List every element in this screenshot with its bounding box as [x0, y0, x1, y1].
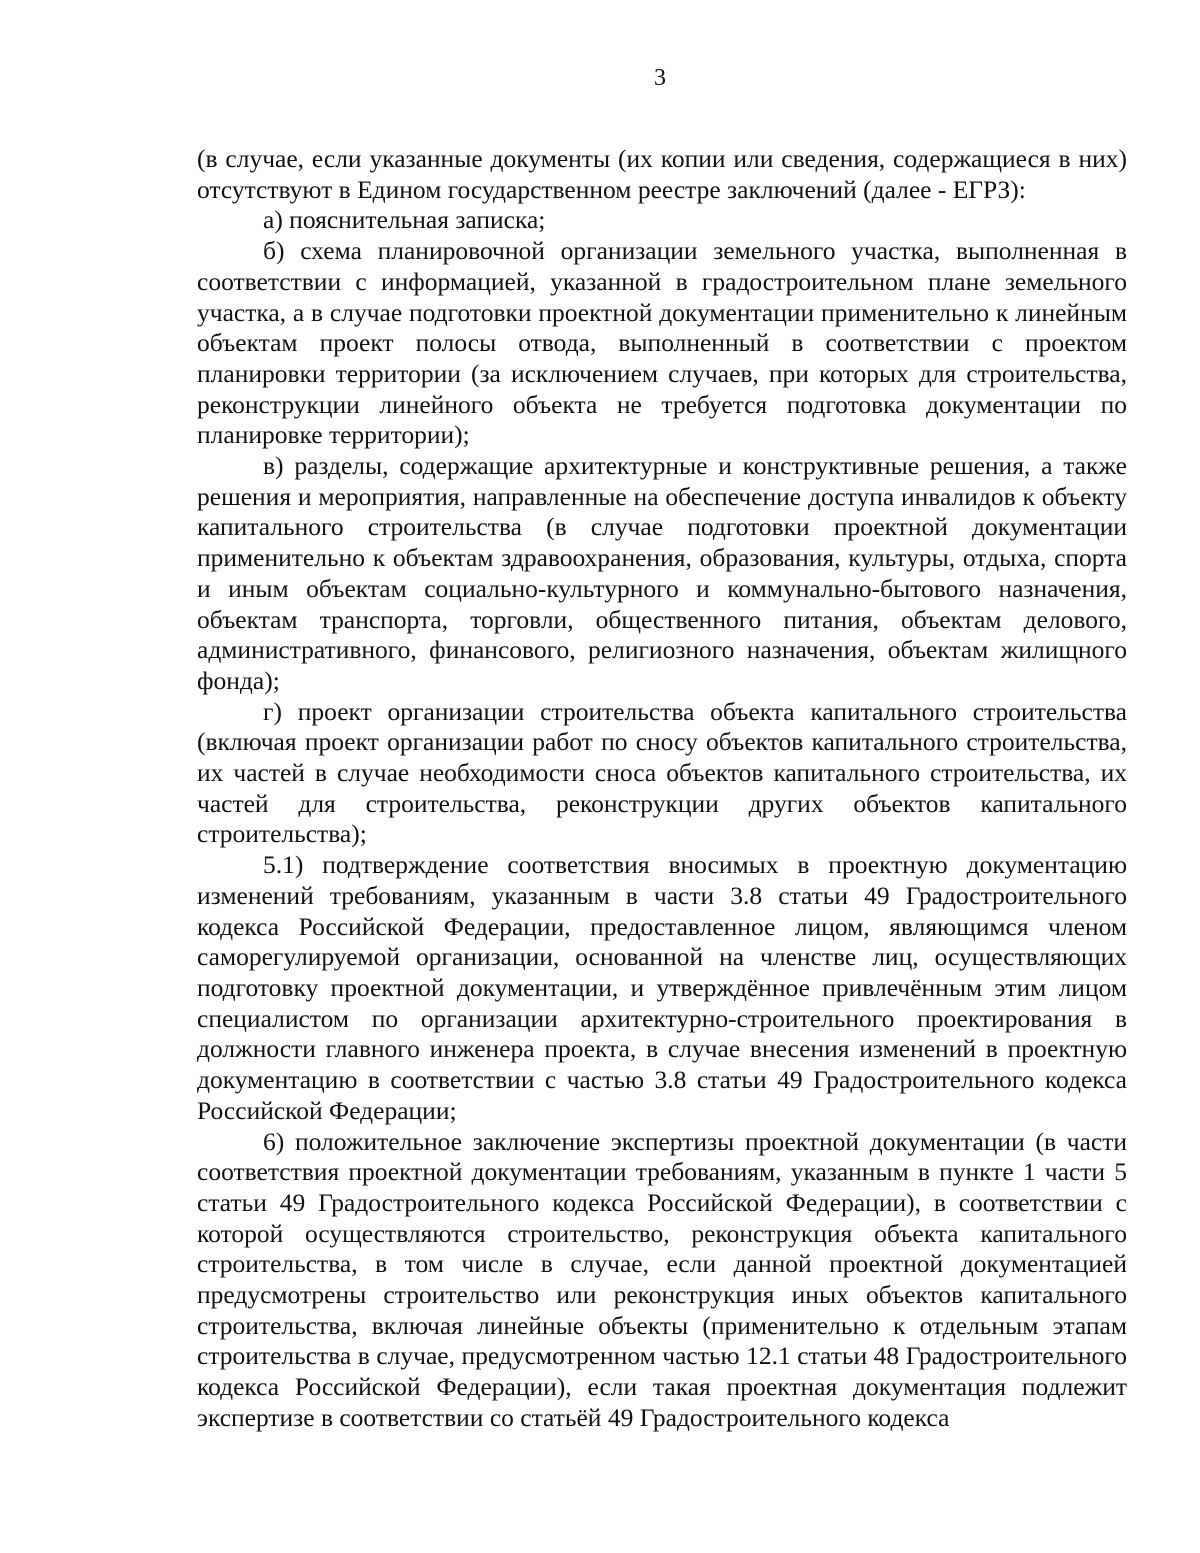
page-number: 3	[654, 65, 666, 91]
paragraph-item-b: б) схема планировочной организации земельного участка, выполненная в соответствии с информацией, указанной в градостроительном плане земельного участка, а в случае подготовки проектной документации применительно к линейным объектам проект полосы отвода, выполненный в соответствии с проектом планировки территории (за исключением случаев, при которых для строительства, реконструкции линейного объекта не требуется подготовка документации по планировке территории);	[197, 236, 1127, 450]
paragraph-item-5-1: 5.1) подтверждение соответствия вносимых в проектную документацию изменений требованиям, указанным в части 3.8 статьи 49 Градостроительного кодекса Российской Федерации, предоставленное лицом, являющимся членом саморегулируемой организации, основанной на членстве лиц, осуществляющих подготовку проектной документации, и утверждённое привлечённым этим лицом специалистом по организации архитектурно-строительного проектирования в должности главного инженера проекта, в случае внесения изменений в проектную документацию в соответствии с частью 3.8 статьи 49 Градостроительного кодекса Российской Федерации;	[197, 850, 1127, 1125]
paragraph-item-g: г) проект организации строительства объекта капитального строительства (включая проект организации работ по сносу объектов капитального строительства, их частей в случае необходимости сноса объектов капитального строительства, их частей для строительства, реконструкции других объектов капитального строительства);	[197, 696, 1127, 849]
paragraph-item-a: а) пояснительная записка;	[263, 205, 546, 235]
paragraph-continuation: (в случае, если указанные документы (их копии или сведения, содержащиеся в них) отсутствуют в Едином государственном реестре заключений (далее - ЕГРЗ):	[197, 144, 1127, 204]
paragraph-item-6: 6) положительное заключение экспертизы проектной документации (в части соответствия проектной документации требованиям, указанным в пункте 1 части 5 статьи 49 Градостроительного кодекса Российской Федерации), в соответствии с которой осуществляются строительство, реконструкция объекта капитального строительства, в том числе в случае, если данной проектной документацией предусмотрены строительство или реконструкция иных объектов капитального строительства, включая линейные объекты (применительно к отдельным этапам строительства в случае, предусмотренном частью 12.1 статьи 48 Градостроительного кодекса Российской Федерации), если такая проектная документация подлежит экспертизе в соответствии со статьёй 49 Градостроительного кодекса	[197, 1126, 1127, 1432]
paragraph-item-v: в) разделы, содержащие архитектурные и конструктивные решения, а также решения и мероприятия, направленные на обеспечение доступа инвалидов к объекту капитального строительства (в случае подготовки проектной документации применительно к объектам здравоохранения, образования, культуры, отдыха, спорта и иным объектам социально-культурного и коммунально-бытового назначения, объектам транспорта, торговли, общественного питания, объектам делового, административного, финансового, религиозного назначения, объектам жилищного фонда);	[197, 451, 1127, 695]
document-body	[197, 144, 1127, 1434]
